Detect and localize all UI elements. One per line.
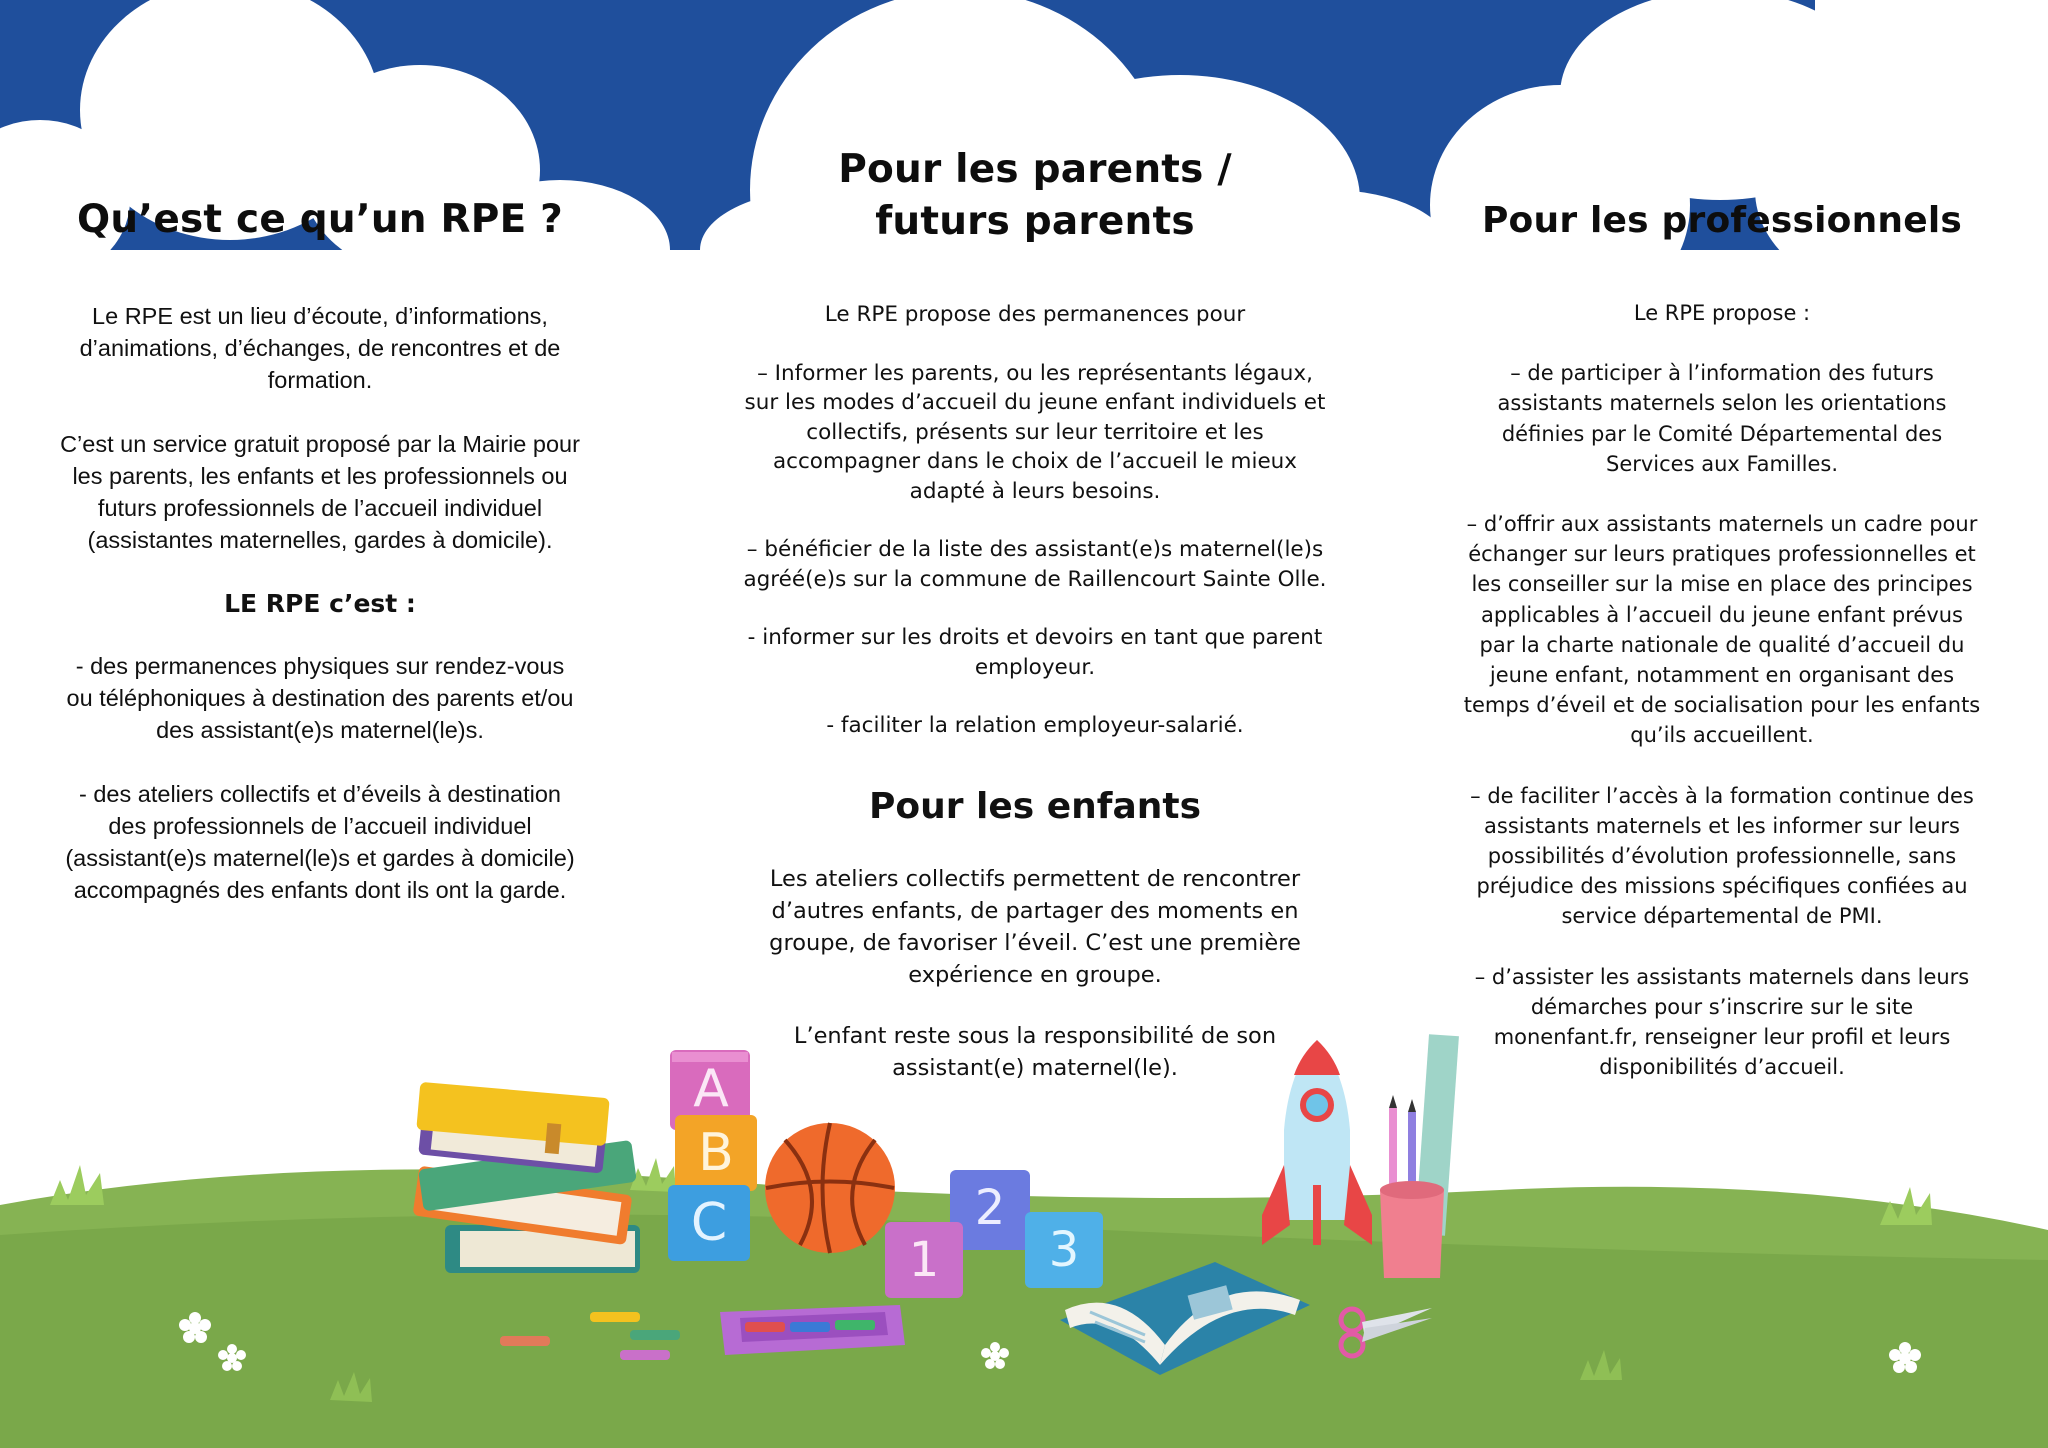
block-2-label: 2 [974, 1180, 1006, 1236]
column2-title-line-1: Pour les parents / [838, 147, 1232, 192]
kids-section-title: Pour les enfants [868, 785, 1201, 827]
block-3-label: 3 [1048, 1222, 1080, 1278]
column1-paragraph-4: - des ateliers collectifs et d’éveils à destination des professionnels de l’accueil individuel (assistant(e)s maternel(le)s et gardes à domicile) accompagnés des enfants dont ils ont la garde. [65, 781, 575, 903]
block-1-label: 1 [908, 1232, 940, 1288]
column2-title-line-2: futurs parents [875, 199, 1195, 244]
column2-item-1: – Informer les parents, ou les représentants légaux, sur les modes d’accueil du jeune enfant individuels et collectifs, présents sur leur territoire et les accompagner dans le choix de l’accueil le mieux adapté à leurs besoins. [744, 360, 1326, 504]
column1-paragraph-1: Le RPE est un lieu d’écoute, d’informations, d’animations, d’échanges, de rencontres et de formation. [79, 303, 561, 393]
column1-title: Qu’est ce qu’un RPE ? [76, 197, 564, 242]
column2-title [740, 144, 1330, 248]
column2-item-3: - informer sur les droits et devoirs en tant que parent employeur. [747, 625, 1323, 680]
column3-item-2: – d’offrir aux assistants maternels un cadre pour échanger sur leurs pratiques professionnelles et les conseiller sur la mise en place des principes applicables à l’accueil du jeune enfant prévus par la charte nationale de qualité d’accueil du jeune enfant, notamment en organisant des temps d’éveil et de socialisation pour les enfants qu’ils accueillent. [1463, 512, 1981, 748]
column-professionals [1462, 198, 1982, 1082]
column3-item-4: – d’assister les assistants maternels dans leurs démarches pour s’inscrire sur le site monenfant.fr, renseigner leur profil et leurs disponibilités d’accueil. [1474, 964, 1970, 1080]
column-what-is-rpe [60, 196, 580, 906]
block-b-label: B [698, 1123, 734, 1183]
basketball-icon [765, 1123, 895, 1253]
column3-intro: Le RPE propose : [1633, 301, 1811, 325]
column-parents [740, 144, 1330, 1084]
column1-paragraph-2: C’est un service gratuit proposé par la Mairie pour les parents, les enfants et les professionnels ou futurs professionnels de l’accueil individuel (assistantes maternelles, gardes à domicile). [60, 431, 580, 553]
block-a-label: A [693, 1059, 729, 1119]
kids-paragraph-1: Les ateliers collectifs permettent de rencontrer d’autres enfants, de partager des moments en groupe, de favoriser l’éveil. C’est une première expérience en groupe. [769, 865, 1301, 988]
column3-item-1: – de participer à l’information des futurs assistants maternels selon les orientations définies par le Comité Départemental des Services aux Familles. [1497, 361, 1947, 476]
kids-paragraph-2: L’enfant reste sous la responsibilité de son assistant(e) maternel(le). [793, 1022, 1277, 1081]
column3-title: Pour les professionnels [1481, 200, 1963, 241]
column3-item-3: – de faciliter l’accès à la formation continue des assistants maternels et les informer sur leurs possibilités d’évolution professionnelle, sans préjudice des missions spécifiques confiées au service départemental de PMI. [1470, 783, 1974, 929]
block-c-label: C [690, 1193, 728, 1253]
books-stack-icon [413, 1082, 640, 1273]
column2-item-2: – bénéficier de la liste des assistant(e)s maternel(le)s agréé(e)s sur la commune de Raillencourt Sainte Olle. [743, 537, 1327, 592]
column2-item-4: - faciliter la relation employeur-salarié. [826, 713, 1244, 738]
column1-paragraph-3: - des permanences physiques sur rendez-vous ou téléphoniques à destination des parents et/ou des assistant(e)s maternel(le)s. [66, 653, 574, 743]
column2-intro: Le RPE propose des permanences pour [824, 302, 1246, 327]
column1-subtitle: LE RPE c’est : [224, 589, 416, 618]
